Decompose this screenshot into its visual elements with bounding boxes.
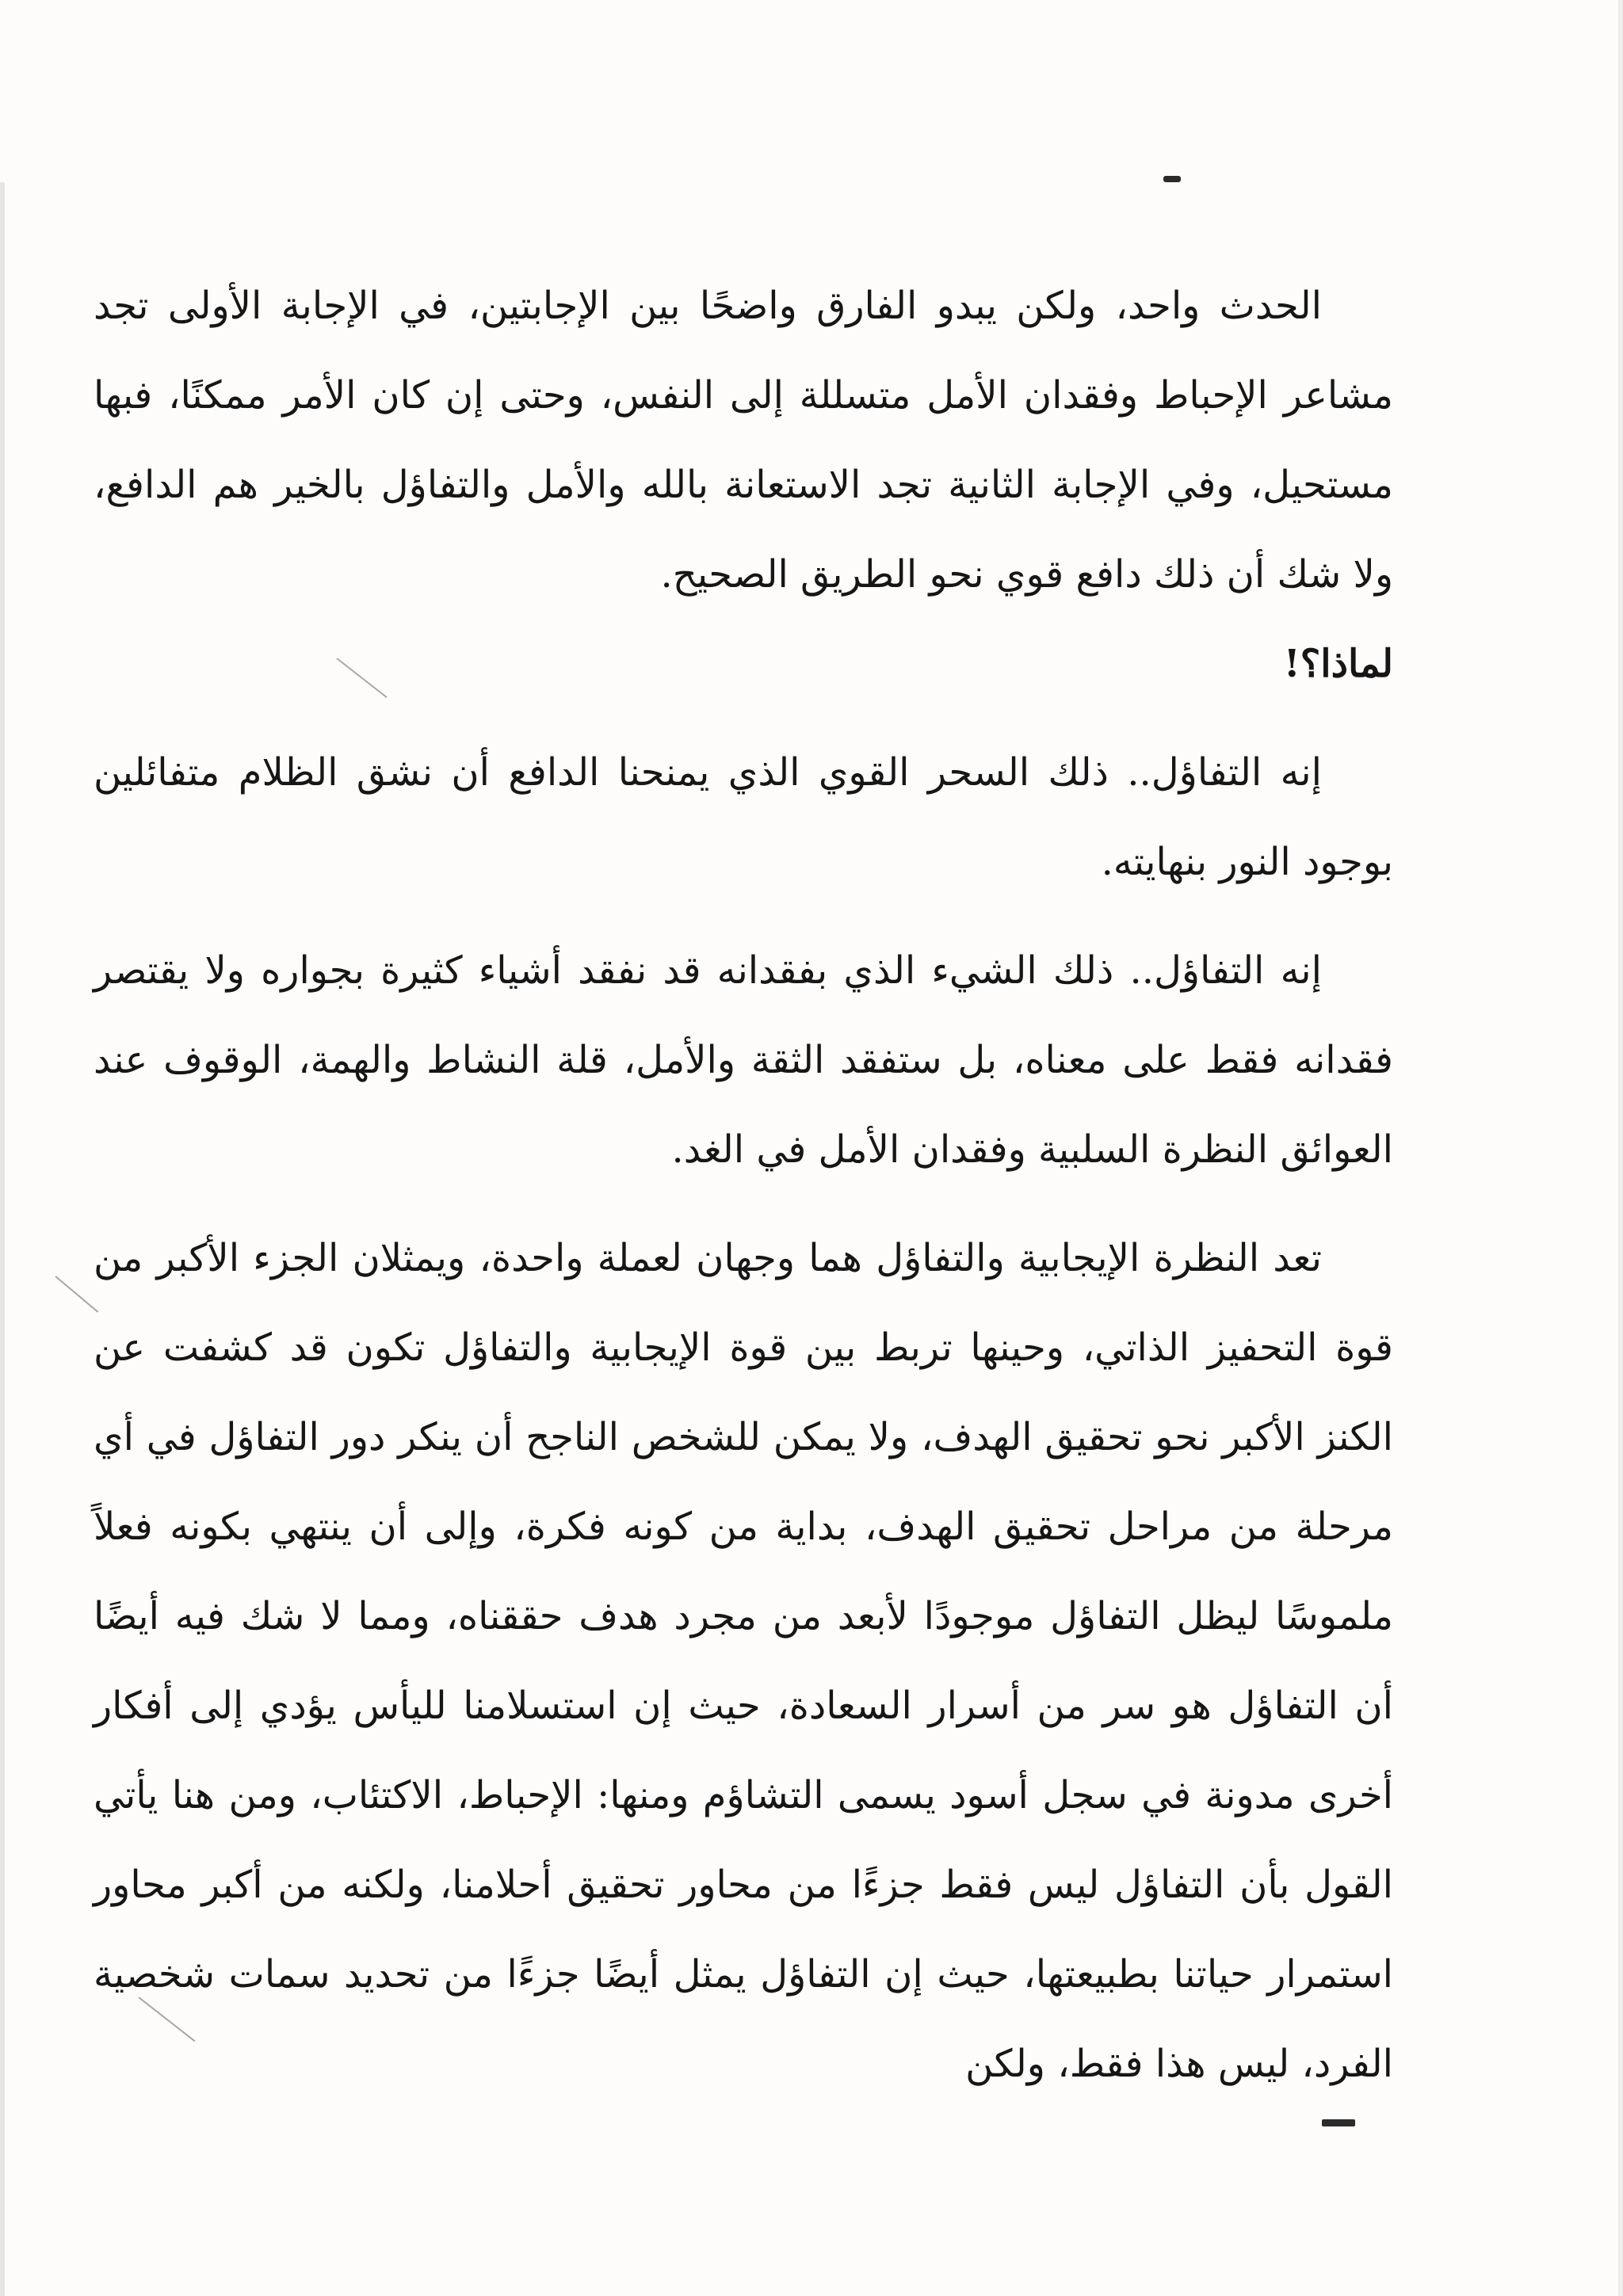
- paragraph-4: تعد النظرة الإيجابية والتفاؤل هما وجهان لعملة واحدة، ويمثلان الجزء الأكبر من قوة التحفيز الذاتي، وحينها تربط بين قوة الإيجابية والتفاؤل تكون قد كشفت عن الكنز الأكبر نحو تحقيق الهدف، ولا يمكن للشخص الناجح أن ينكر دور التفاؤل في أي مرحلة من مراحل تحقيق الهدف، بداية من كونه فكرة، وإلى أن ينتهي بكونه فعلاً ملموسًا ليظل التفاؤل موجودًا لأبعد من مجرد هدف حققناه، ومما لا شك فيه أيضًا أن التفاؤل هو سر من أسرار السعادة، حيث إن استسلامنا لليأس يؤدي إلى أفكار أخرى مدونة في سجل أسود يسمى التشاؤم ومنها: الإحباط، الاكتئاب، ومن هنا يأتي القول بأن التفاؤل ليس فقط جزءًا من محاور تحقيق أحلامنا، ولكنه من أكبر محاور استمرار حياتنا بطبيعتها، حيث إن التفاؤل يمثل أيضًا جزءًا من تحديد سمات شخصية الفرد، ليس هذا فقط، ولكن: [94, 1236, 1394, 2086]
- paragraph-2: إنه التفاؤل.. ذلك السحر القوي الذي يمنحنا الدافع أن نشق الظلام متفائلين بوجود النور بنهايته.: [94, 750, 1393, 884]
- body-text: [94, 261, 1393, 2109]
- scan-scratch-2: [55, 1276, 98, 1313]
- page-left-edge: [0, 182, 5, 2296]
- paragraph-3: إنه التفاؤل.. ذلك الشيء الذي بفقدانه قد نفقد أشياء كثيرة بجواره ولا يقتصر فقدانه فقط على معناه، بل ستفقد الثقة والأمل، قلة النشاط والهمة، الوقوف عند العوائق النظرة السلبية وفقدان الأمل في الغد.: [94, 948, 1393, 1172]
- paragraph-1: الحدث واحد، ولكن يبدو الفارق واضحًا بين الإجابتين، في الإجابة الأولى تجد مشاعر الإحباط وفقدان الأمل متسللة إلى النفس، وحتى إن كان الأمر ممكنًا، فبها مستحيل، وفي الإجابة الثانية تجد الاستعانة بالله والأمل والتفاؤل بالخير هم الدافع، ولا شك أن ذلك دافع قوي نحو الطريق الصحيح.: [94, 284, 1393, 597]
- top-print-mark: [1163, 176, 1181, 182]
- section-heading: لماذا؟!: [1283, 642, 1393, 686]
- folio-mark: [1322, 2119, 1355, 2126]
- page-right-edge: [1618, 0, 1623, 2296]
